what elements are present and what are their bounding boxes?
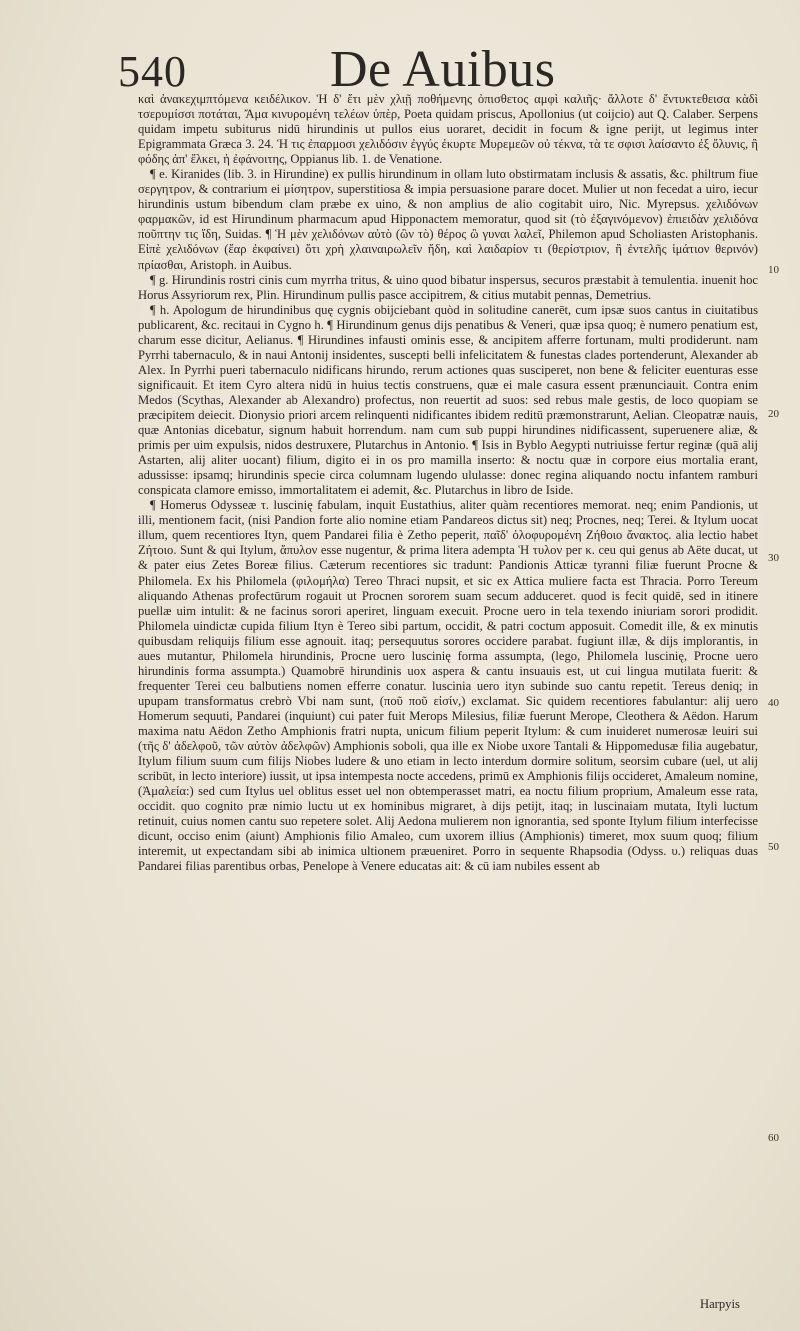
main-text-column (138, 92, 758, 874)
margin-number-10: 10 (768, 264, 779, 276)
paragraph-e: ¶ e. Kiranides (lib. 3. in Hirundine) ex pullis hirundinum in ollam luto obstirmatam inclusis & assatis, &c. philtrum fiue σεργητρον, & contrarium ei μίσητρον, superstitiosa & impia persuasione parare docet. Mulier ut non fecedat a uiro, iecur hirundinis ustum bibendum clam præbe ex uino, & non amplius de alio cogitabit uiro, Nic. Myrepsus. χελιδόνων φαρμακῶν, id est Hirundinum pharmacum apud Hipponactem memoratur, quod sit (τὸ ἐξαγινόμενον) ἐπιειδὰν χελιδόνα ποῦπτην τις ἴδη, Suidas. ¶ Ἡ μὲν χελιδόνων αὐτὸ (ὢν τὸ) θέρος ὢ γυναι λαλεῖ, Philemon apud Scholiasten Aristophanis. Εἰπὲ χελιδόνων (ἔαρ ἐκφαίνει) ὅτι χρὴ χλαιναιρωλεῖν ἤδη, καὶ λαιδαρίον τι (θερίστριον, ἢ ἐντελῆς ἱμάτιον θερινόν) πρίασθαι, Aristoph. in Auibus. (138, 167, 758, 272)
paragraph-greek-opening: καὶ ἀνακεχιμπτόμενα κειδέλικον. Ἡ δ' ἔτι μὲν χλιῇ ποθήμενης ὀπισθετος αμφὶ καλιῆς· ἄλλοτε δ' ἔντυκτεθεισα κὰδὶ τσερυμίσσι ποτάται, Ἄμα κινυρομένη τελέων ὑπὲρ, Poeta quidam priscus, Apollonius (ut coijcio) aut Q. Calaber. Serpens quidam impetu subiturus nidū hirundinis ut pullos eius uoraret, decidit in focum & igne perijt, ut legimus inter Epigrammata Græca 3. 24. Ἡ τις ἐπαρμοσι χελιδόσιν ἐγγύς ἐκυρτε Μυρεμεῶν οὐ τέκνα, τὰ τε σφισι λαίσαντο ἐξ ὄλυνις, ἢ φόδης ἀπ' ἔλκει, ἡ ἐφάνοιτης, Oppianus lib. 1. de Venatione. (138, 92, 758, 167)
margin-number-40: 40 (768, 697, 779, 709)
page-header (108, 40, 758, 98)
paragraph-g: ¶ g. Hirundinis rostri cinis cum myrrha tritus, & uino quod bibatur inspersus, securos præstabit à temulentia. inuenit hoc Horus Assyriorum rex, Plin. Hirundinum pullis pasce accipitrem, & citius mutabit pennas, Demetrius. (138, 272, 758, 302)
margin-line-numbers (768, 0, 798, 1331)
margin-number-20: 20 (768, 408, 779, 420)
margin-number-60: 60 (768, 1132, 779, 1144)
margin-number-50: 50 (768, 841, 779, 853)
margin-number-30: 30 (768, 552, 779, 564)
catchword: Harpyis (700, 1297, 740, 1311)
running-title: De Auibus (330, 41, 556, 98)
paragraph-h: ¶ h. Apologum de hirundinibus quę cygnis obijciebant quòd in solitudine canerēt, cum ipsæ suos cantus in ciuitatibus publicarent, &c. recitaui in Cygno h. ¶ Hirundinum genus dijs penatibus & Veneri, quæ ipsa quoq; è numero penatium est, charum esse dicitur, Aelianus. ¶ Hirundines infausti ominis esse, & ancipitem afferre fortunam, multi prodiderunt. nam Pyrrhi tabernaculo, & in naui Antonij insidentes, suscepti belli infelicitatem & funestas clades portenderunt, Alexander ab Alex. In Pyrrhi pueri tabernaculo nidificans hirundo, rerum actiones quas susciperet, non bene & feliciter euenturas esse significauit. Et item Cyro altera nidū in huius tectis construens, quæ ei male casura essent prænunciauit. Contra enim Medos (Scythas, Alexander ab Alexandro) profectus, non reuertit ad suos: sed rebus male gestis, de loco quopiam se præcipitem deiecit. Dionysio priori arcem relinquenti nidificantes ibidem reditū præmonstrarunt, Aelian. Cleopatræ nauis, quæ Antonias dicebatur, signum habuit horrendum. nam cum sub puppi hirundines nidificassent, superuenere aliæ, & primis per uim expulsis, nidos destruxere, Plutarchus in Antonio. ¶ Isis in Byblo Aegypti nutriuisse fertur reginæ (quā alij Astarten, alij aliter uocant) filium, digito ei in os pro mamilla inserto: & noctu quæ in corpore eius mortalia erant, adussisse: ipsamq; hirundinis specie circa columnam lugendo ululasse: donec regina aliquando noctu infantem ramburi conspicata clamore emisso, immortalitatem ei ademit, &c. Plutarchus in libro de Iside. (138, 302, 758, 498)
page-number: 540 (118, 47, 187, 96)
paragraph-homerus: ¶ Homerus Odysseæ τ. luscinię fabulam, inquit Eustathius, aliter quàm recentiores memorat. neq; enim Pandionis, ut illi, mentionem facit, (nisi Pandion forte alio nomine etiam Pandareos dictus sit) neq; Procnes, neq; Terei. & Itylum uocat illum, quem recentiores Ityn, quem Pandarei filia è Zetho peperit, παῖδ' ὀλοφυρομένη Ζήθοιο ἄνακτος. alia lectio habet Ζήτοιο. Sunt & qui Itylum, ἄπυλον esse nugentur, & prima litera adempta Ἡ τυλον per κ. ceu qui genus ab Aëte ducat, ut & pater eius Zetes Boreæ filius. Cæterum recentiores sic tradunt: Pandionis Atticæ tyranni filiæ fuerunt Procne & Philomela. Ex his Philomela (φιλομήλα) Tereo Thraci nupsit, et sic ex Attica muliere facta est Thracia. Porro Tereum aliquando Athenas profectūrum rogauit ut Procnen sororem suam secum adduceret. quod is fecit quidē, sed in itinere puellæ uim intulit: & ne facinus sorori aperiret, linguam execuit. Procne uero in tela texendo iniuriam sorori prodidit. Philomela uindictæ cupida filium Ityn è Tereo sibi partum, occidit, & patri coctum apposuit. Comedit ille, & ex minutis quibusdam reliquijs filium esse agnouit. itaq; persequutus sorores occidere parabat. fugiunt illæ, & dijs implorantis, in aues mutantur, Philomela hirundinis, Procne uero luscinię forma assumpta, (lego, Philomela luscinię, Procne uero hirundinis forma assumpta.) Quamobrē hirundinis uox aspera & cantu insuauis est, ut cui lingua mutilata fuerit: & frequenter Terei ceu balbutiens nomen efferre conatur. luscinia uero ityn subinde suo cantu repetit. Tereus deniq; in upupam transformatus crebrò Vbi nam sunt, (ποῦ ποῦ εἰσίν,) exclamat. Sic quidem recentiores fabulantur: alij uero Homerum sequuti, Pandarei (inquiunt) cui pater fuit Merops Milesius, filiæ fuerunt Merope, Cleothera & Aëdon. Harum maxima natu Aëdon Zetho Amphionis fratri nupta, unicum filium peperit Itylum: & cum inuideret numerosæ leuiri sui (τῆς δ' ἀδελφοῦ, τῶν αὐτὸν ἀδελφῶν) Amphionis soboli, qua ille ex Niobe uxore Tantali & Hippomedusæ filia augebatur, Itylum filium suum cum filijs Niobes ludere & uno etiam in lecto interdum dormire solitum, seorsim cubare (uel, ut alij scribūt, in lecto interiore) iussit, ut ipsa intempesta nocte accedens, primū ex Amphionis filijs occideret, Amaleum nomine, (Ἀμαλεία:) sed cum Itylus uel oblitus esset uel non obtemperasset matri, ea noctu filium proprium, Amaleum esse rata, occidit. quo cognito præ nimio luctu ut ex hominibus migraret, à dijs petijt, itaq; in luscinaiam mutata, Ityli luctum retinuit, cuius nomen cantu suo repetere solet. Alij Aedona mulierem non ignorantia, sed sponte Itylum filium interfecisse dicunt, occiso enim (aiunt) Amphionis filio Amaleo, cum uxorem illius (Amphionis) timeret, mox suum quoq; filium interemit, ut expectandam sibi ab inimica ultionem præueniret. Porro in sequente Rhapsodia (Odyss. υ.) reliquas duas Pandarei filias parentibus orbas, Penelope à Venere educatas ait: & cū iam nubiles essent ab (138, 498, 758, 874)
